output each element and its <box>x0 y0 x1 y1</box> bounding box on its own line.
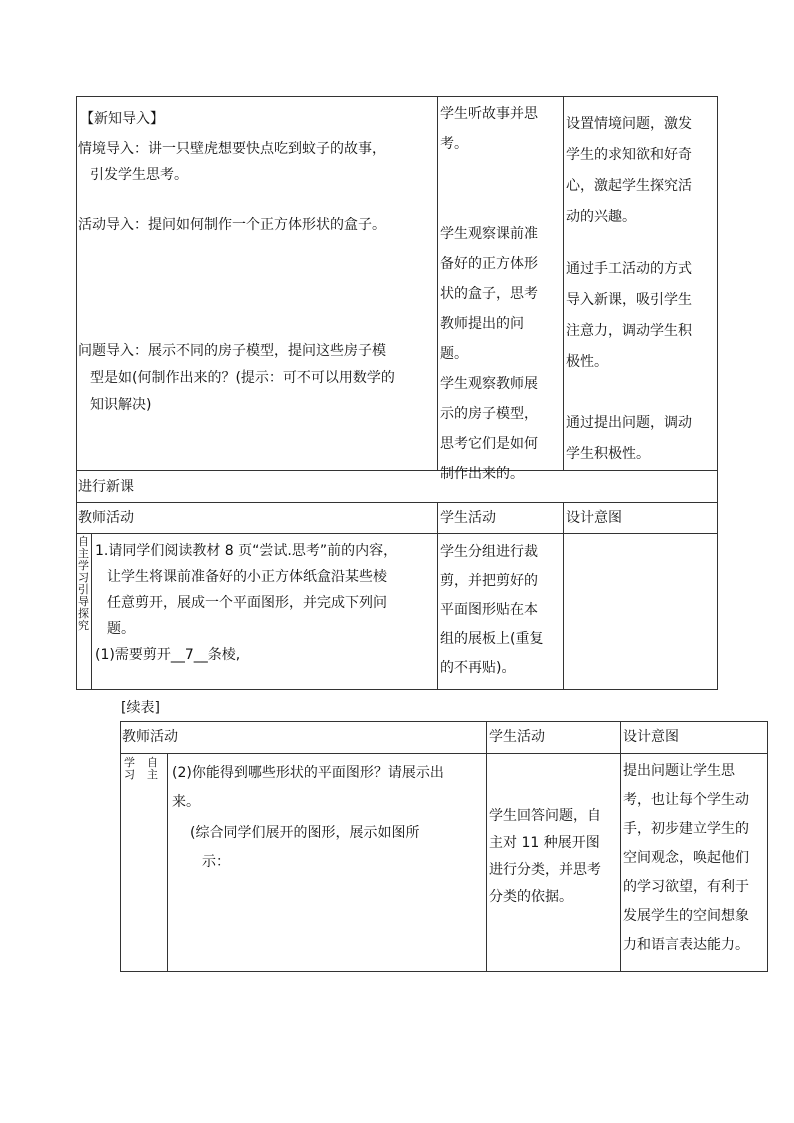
student-text-line: 的不再贴)。 <box>440 660 516 676</box>
table2-border-right <box>767 721 768 972</box>
student-answer-activity <box>489 803 619 911</box>
design-text-line: 导入新课，吸引学生 <box>566 292 692 308</box>
intro-question <box>78 338 434 419</box>
task-line: 任意剪开，展成一个平面图形，并完成下列问 <box>107 595 387 611</box>
design-text-line: 学生积极性。 <box>566 446 650 462</box>
table2-border-left <box>120 721 121 972</box>
student-activity-box <box>440 219 562 489</box>
design-text-line: 设置情境问题，激发 <box>566 116 692 132</box>
design-text-line: 极性。 <box>566 354 608 370</box>
design-text-line: 发展学生的空间想象 <box>623 908 749 924</box>
intro-question-line: 知识解决) <box>90 397 152 413</box>
intro-activity <box>78 214 434 236</box>
header-teacher-activity: 教师活动 <box>78 510 134 526</box>
student-text-line: 思考它们是如何 <box>440 436 538 452</box>
student-text-line: 示的房子模型， <box>440 406 538 422</box>
design-text-line: 手，初步建立学生的 <box>623 821 749 837</box>
table1-border-top <box>76 96 718 97</box>
task-line: 1.请同学们阅读教材 8 页“尝试.思考”前的内容， <box>95 543 398 559</box>
task-line: 让学生将课前准备好的小正方体纸盒沿某些棱 <box>107 569 387 585</box>
student-activity-intro <box>440 99 562 159</box>
student-text-line: 备好的正方体形 <box>440 256 538 272</box>
intro-situation-line: 引发学生思考。 <box>90 167 188 183</box>
student-text-line: 学生回答问题，自 <box>489 808 601 824</box>
student-text-line: 组的展板上(重复 <box>440 631 544 647</box>
design-text-line: 的学习欲望，有利于 <box>623 879 749 895</box>
intro-cell <box>78 108 434 186</box>
task-question-1: (1)需要剪开__7__条棱, <box>95 647 241 663</box>
continued-table-label: [续表] <box>121 700 160 716</box>
design-text-line: 通过提出问题，调动 <box>566 415 692 431</box>
figure-note-line: 示： <box>202 854 230 870</box>
table1-col-divider <box>563 96 564 471</box>
design-text-line: 心，激起学生探究活 <box>566 178 692 194</box>
section-title: 进行新课 <box>78 479 134 495</box>
header-design-intention: 设计意图 <box>623 729 679 745</box>
header-teacher-activity: 教师活动 <box>122 729 178 745</box>
table1-border-right <box>717 96 718 690</box>
design-text-line: 力和语言表达能力。 <box>623 937 749 953</box>
design-text-line: 通过手工活动的方式 <box>566 261 692 277</box>
table1-rule <box>76 470 718 471</box>
student-text-line: 学生分组进行裁 <box>440 544 538 560</box>
student-text-line: 学生听故事并思 <box>440 106 538 122</box>
student-text-line: 剪，并把剪好的 <box>440 573 538 589</box>
intro-question-line: 问题导入：展示不同的房子模型，提问这些房子模 <box>78 343 386 359</box>
student-text-line: 题。 <box>440 346 468 362</box>
intro-activity-line: 活动导入：提问如何制作一个正方体形状的盒子。 <box>78 217 386 233</box>
table1-rule <box>76 533 718 534</box>
table1-border-bottom <box>76 689 718 690</box>
vertical-section-label: 自主学习引导探究 <box>78 535 89 632</box>
design-intent-c <box>566 408 716 470</box>
header-student-activity: 学生活动 <box>440 510 496 526</box>
student-text-line: 制作出来的。 <box>440 466 524 482</box>
figure-note <box>190 819 484 877</box>
student-text-line: 平面图形贴在本 <box>440 602 538 618</box>
figure-note-line: (综合同学们展开的图形，展示如图所 <box>190 825 420 841</box>
header-student-activity: 学生活动 <box>489 729 545 745</box>
student-text-line: 进行分类，并思考 <box>489 862 601 878</box>
student-text-line: 分类的依据。 <box>489 889 573 905</box>
design-text-line: 注意力，调动学生积 <box>566 323 692 339</box>
task-line: 题。 <box>107 621 135 637</box>
table1-col-divider <box>437 96 438 471</box>
student-text-line: 教师提出的问 <box>440 316 524 332</box>
vertical-label-self: 自主 <box>147 756 158 781</box>
intro-situation-line: 情境导入：讲一只壁虎想要快点吃到蚊子的故事， <box>78 141 386 157</box>
question-line: 来。 <box>172 794 200 810</box>
design-text-line: 学生的求知欲和好奇 <box>566 147 692 163</box>
design-intent-question <box>623 757 766 960</box>
student-text-line: 状的盒子，思考 <box>440 286 538 302</box>
design-text-line: 提出问题让学生思 <box>623 763 735 779</box>
question-line: (2)你能得到哪些形状的平面图形？请展示出 <box>172 765 444 781</box>
design-text-line: 空间观念，唤起他们 <box>623 850 749 866</box>
question-2 <box>172 759 484 817</box>
table2-border-bottom <box>120 971 768 972</box>
table1-rule <box>76 502 718 503</box>
student-text-line: 主对 11 种展开图 <box>489 835 600 851</box>
design-text-line: 动的兴趣。 <box>566 209 636 225</box>
table1-col-divider <box>563 502 564 690</box>
intro-heading: 【新知导入】 <box>80 111 164 127</box>
table2-border-top <box>120 721 768 722</box>
student-text-line: 学生观察教师展 <box>440 376 538 392</box>
table1-border-left <box>76 96 77 690</box>
design-intent-a <box>566 109 716 233</box>
design-text-line: 考，也让每个学生动 <box>623 792 749 808</box>
table2-col-divider <box>620 721 621 972</box>
table2-label-divider <box>167 753 168 972</box>
student-task-activity <box>440 538 562 683</box>
table1-label-divider <box>91 533 92 690</box>
design-intent-b <box>566 254 716 378</box>
intro-question-line: 型是如(何制作出来的？(提示：可不可以用数学的 <box>90 370 395 386</box>
vertical-label-learn: 学习 <box>124 756 135 781</box>
table2-rule <box>120 753 768 754</box>
table1-col-divider <box>437 502 438 690</box>
student-text-line: 考。 <box>440 136 468 152</box>
table2-col-divider <box>486 721 487 972</box>
student-text-line: 学生观察课前准 <box>440 226 538 242</box>
task-description <box>95 538 435 668</box>
header-design-intention: 设计意图 <box>566 510 622 526</box>
